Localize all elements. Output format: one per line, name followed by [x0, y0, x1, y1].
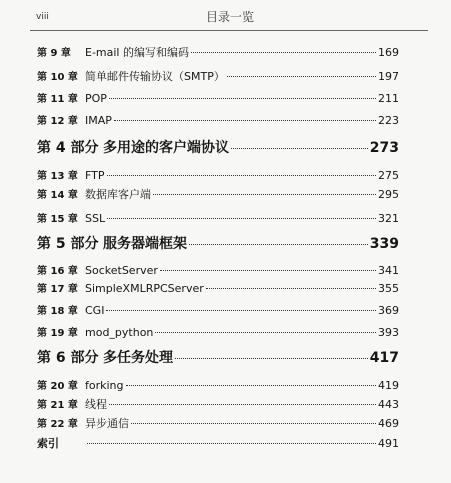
- toc-chapter-label: 第 18 章: [37, 306, 78, 317]
- dot-leader: [160, 270, 376, 271]
- toc-title: 线程: [85, 398, 107, 411]
- toc-page-number: 295: [378, 188, 399, 201]
- toc-page-number: 419: [378, 379, 399, 392]
- toc-entry: [37, 324, 399, 339]
- toc-title: IMAP: [85, 114, 112, 127]
- toc-page-number: 339: [369, 236, 399, 252]
- toc-page-number: 369: [378, 304, 399, 317]
- toc-chapter-label: 第 14 章: [37, 190, 78, 201]
- toc-entry: [37, 112, 399, 127]
- toc-chapter-label: 第 15 章: [37, 214, 78, 225]
- toc-title: 简单邮件传输协议（SMTP）: [85, 70, 225, 83]
- dot-leader: [206, 288, 376, 289]
- toc-page-number: 355: [378, 282, 399, 295]
- toc-entry: [37, 280, 399, 295]
- toc-entry: [37, 68, 399, 84]
- header-rule: [30, 30, 428, 31]
- toc-entry: [37, 262, 399, 277]
- toc-part-entry: [37, 233, 399, 253]
- dot-leader: [107, 218, 376, 219]
- toc-page-number: 443: [378, 398, 399, 411]
- toc-page-number: 491: [378, 437, 399, 450]
- toc-title: CGI: [85, 304, 105, 317]
- toc-chapter-label: 第 19 章: [37, 328, 78, 339]
- toc-page-number: 417: [369, 350, 399, 366]
- toc-entry: [37, 44, 399, 60]
- toc-entry: [37, 396, 399, 412]
- toc-entry: [37, 377, 399, 392]
- dot-leader: [126, 385, 376, 386]
- dot-leader: [189, 244, 368, 245]
- page-header: [30, 8, 430, 28]
- toc-title: 多用途的客户端协议: [103, 140, 229, 156]
- dot-leader: [231, 148, 368, 149]
- toc-part-label: 第 4 部分: [37, 140, 99, 156]
- toc-page-number: 341: [378, 264, 399, 277]
- toc-title: POP: [85, 92, 107, 105]
- toc-chapter-label: 第 16 章: [37, 266, 78, 277]
- dot-leader: [175, 358, 368, 359]
- toc-part-label: 第 5 部分: [37, 236, 99, 252]
- dot-leader: [109, 404, 376, 405]
- toc-title: E-mail 的编写和编码: [85, 46, 189, 59]
- toc-index-entry: [37, 435, 399, 451]
- toc-page-number: 273: [369, 140, 399, 156]
- toc-page-number: 321: [378, 212, 399, 225]
- toc-entry: [37, 90, 399, 105]
- toc-chapter-label: 第 9 章: [37, 48, 71, 59]
- toc-entry: [37, 415, 399, 431]
- toc-page-number: 197: [378, 70, 399, 83]
- dot-leader: [155, 332, 376, 333]
- toc-title: 异步通信: [85, 417, 129, 430]
- dot-leader: [227, 76, 376, 77]
- running-title: 目录一览: [205, 10, 254, 24]
- toc-entry: [37, 186, 399, 202]
- dot-leader: [191, 52, 376, 53]
- toc-part-entry: [37, 137, 399, 157]
- toc-entry: [37, 167, 399, 182]
- page-number: viii: [36, 12, 49, 22]
- toc-page-number: 211: [378, 92, 399, 105]
- toc-page-number: 469: [378, 417, 399, 430]
- dot-leader: [153, 194, 376, 195]
- toc-title: mod_python: [85, 326, 154, 339]
- toc-page-number: 169: [378, 46, 399, 59]
- toc-title: FTP: [85, 169, 105, 182]
- toc-page-number: 275: [378, 169, 399, 182]
- toc-title: forking: [85, 379, 124, 392]
- toc-title: SimpleXMLRPCServer: [85, 282, 204, 295]
- toc-page-number: 393: [378, 326, 399, 339]
- dot-leader: [131, 423, 376, 424]
- dot-leader: [106, 310, 376, 311]
- toc-chapter-label: 第 11 章: [37, 94, 78, 105]
- dot-leader: [107, 175, 377, 176]
- toc-title: SocketServer: [85, 264, 158, 277]
- toc-chapter-label: 第 17 章: [37, 284, 78, 295]
- toc-chapter-label: 第 12 章: [37, 116, 78, 127]
- toc-title: 服务器端框架: [103, 236, 187, 252]
- dot-leader: [87, 443, 376, 444]
- dot-leader: [114, 120, 376, 121]
- toc-part-entry: [37, 347, 399, 367]
- toc-entry: [37, 302, 399, 317]
- toc-chapter-label: 第 13 章: [37, 171, 78, 182]
- toc-index-label: 索引: [37, 437, 59, 450]
- toc-chapter-label: 第 20 章: [37, 381, 78, 392]
- toc-title: 数据库客户端: [85, 188, 151, 201]
- toc-title: SSL: [85, 212, 106, 225]
- toc-chapter-label: 第 10 章: [37, 72, 78, 83]
- toc-part-label: 第 6 部分: [37, 350, 99, 366]
- toc-title: 多任务处理: [103, 350, 173, 366]
- toc-chapter-label: 第 22 章: [37, 419, 78, 430]
- toc-chapter-label: 第 21 章: [37, 400, 78, 411]
- toc-entry: [37, 210, 399, 225]
- toc-page-number: 223: [378, 114, 399, 127]
- dot-leader: [109, 98, 376, 99]
